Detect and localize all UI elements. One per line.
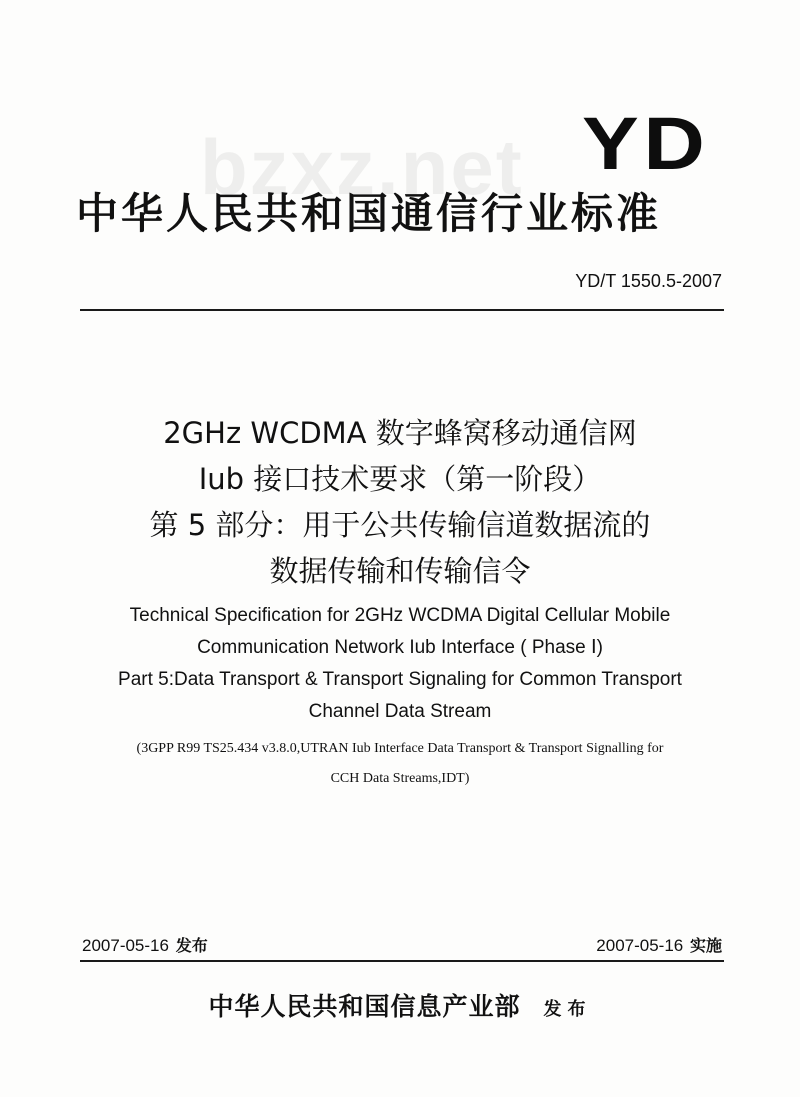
issue-date-label: 发布 bbox=[175, 936, 208, 955]
english-title bbox=[60, 600, 740, 728]
issuing-organization: 中华人民共和国信息产业部 bbox=[208, 992, 521, 1021]
top-divider bbox=[80, 309, 724, 311]
chinese-title-line-2: Iub 接口技术要求（第一阶段） bbox=[198, 462, 602, 496]
issue-date-value: 2007-05-16 bbox=[82, 936, 169, 955]
chinese-title bbox=[60, 410, 740, 594]
issuer-heading: 中华人民共和国通信行业标准 bbox=[76, 189, 662, 238]
watermark: bzxz.net bbox=[200, 123, 524, 211]
issuing-verb: 发布 bbox=[543, 999, 592, 1020]
bottom-divider bbox=[80, 960, 724, 962]
equivalence-note-line-1: (3GPP R99 TS25.434 v3.8.0,UTRAN Iub Interface Data Transport & Transport Signalling for bbox=[136, 741, 664, 756]
chinese-title-line-3: 第 5 部分：用于公共传输信道数据流的 bbox=[149, 508, 651, 542]
yd-logo: YD bbox=[582, 102, 710, 185]
standard-number: YD/T 1550.5-2007 bbox=[575, 271, 722, 291]
issue-date bbox=[82, 935, 208, 957]
english-title-line-2: Communication Network Iub Interface ( Phase Ⅰ) bbox=[197, 637, 603, 658]
issuing-authority bbox=[0, 990, 800, 1027]
english-title-line-3: Part 5:Data Transport & Transport Signaling for Common Transport bbox=[118, 669, 682, 690]
effective-date-label: 实施 bbox=[689, 936, 722, 955]
english-title-line-1: Technical Specification for 2GHz WCDMA Digital Cellular Mobile bbox=[129, 605, 671, 626]
effective-date bbox=[596, 935, 722, 957]
equivalence-note bbox=[60, 734, 740, 794]
chinese-title-line-1: 2GHz WCDMA 数字蜂窝移动通信网 bbox=[163, 416, 637, 450]
equivalence-note-line-2: CCH Data Streams,IDT) bbox=[330, 771, 470, 786]
chinese-title-line-4: 数据传输和传输信令 bbox=[269, 554, 531, 588]
english-title-line-4: Channel Data Stream bbox=[308, 701, 492, 722]
effective-date-value: 2007-05-16 bbox=[596, 936, 684, 955]
